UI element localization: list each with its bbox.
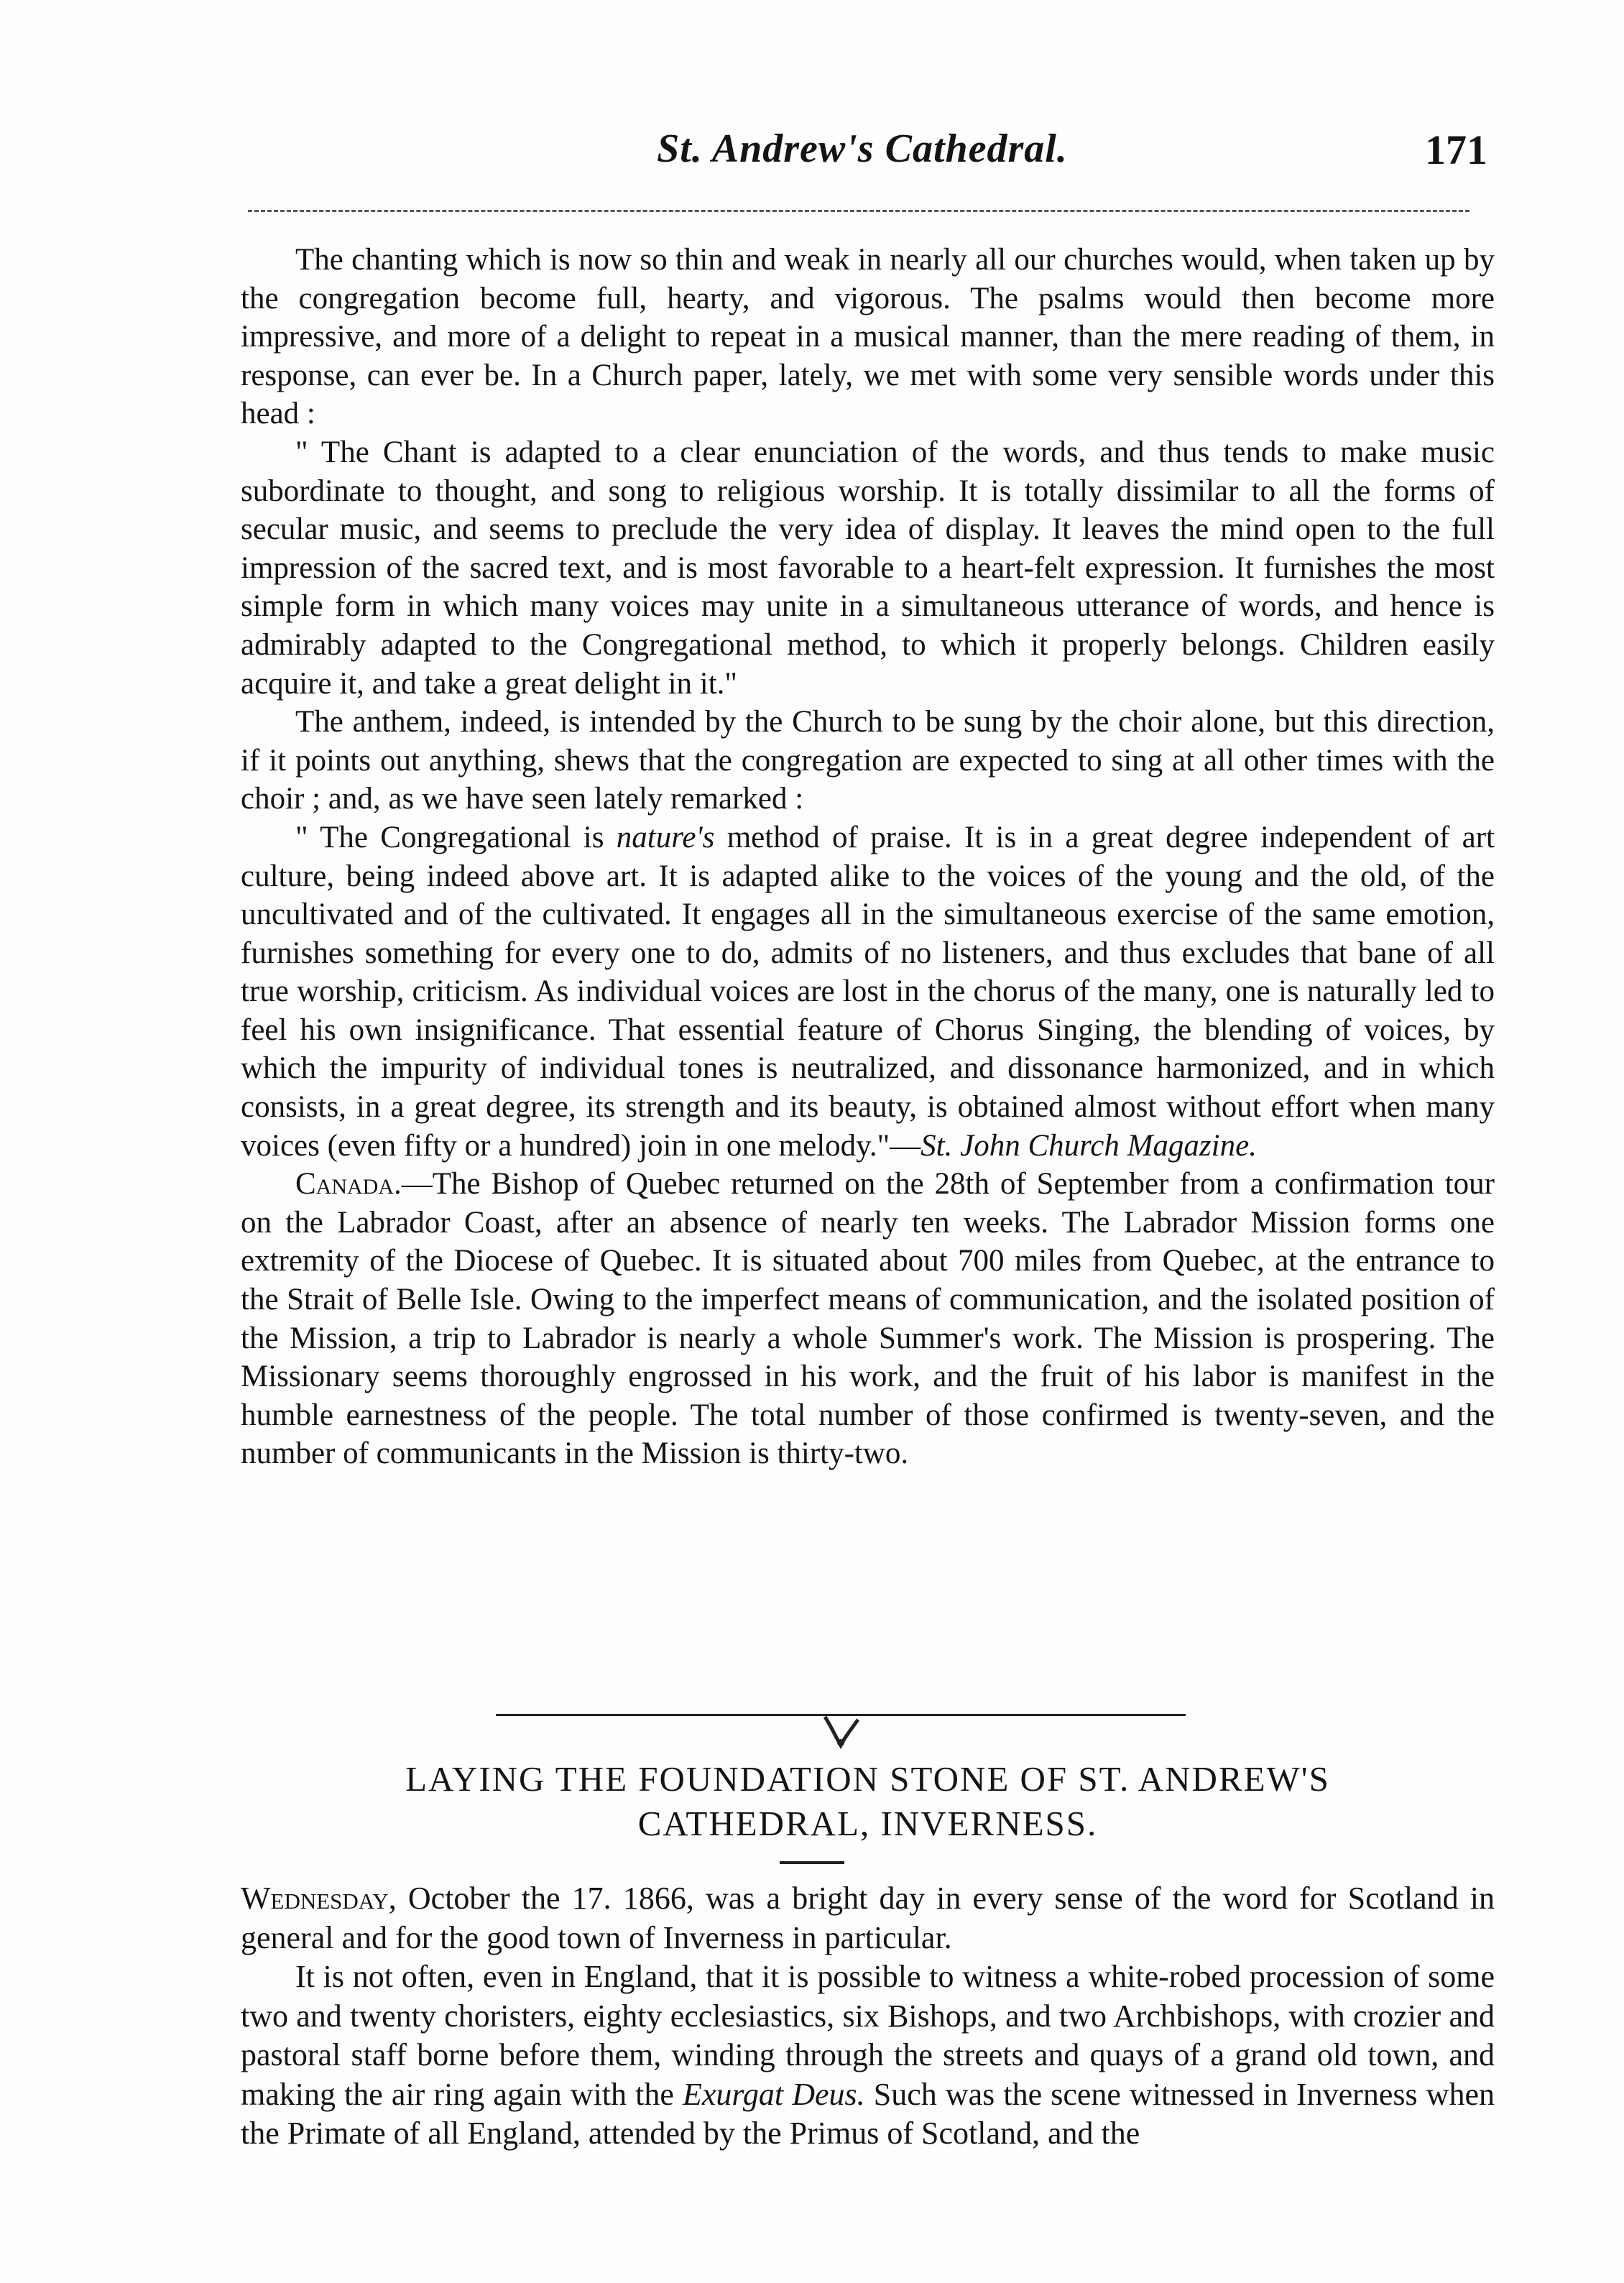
quote-emphasis: nature's [616, 820, 715, 854]
paragraph-anthem: The anthem, indeed, is intended by the Church to be sung by the choir alone, but this direction, if it points out anything, shews that the congregation are expected to sing at all other times with the choir ; and, as we have seen lately remarked : [241, 705, 1495, 816]
section-title-line1: LAYING THE FOUNDATION STONE OF ST. ANDREW'S [405, 1759, 1330, 1799]
section-title [241, 1757, 1495, 1846]
section-title-line2: CATHEDRAL, INVERNESS. [637, 1804, 1098, 1843]
article-p2-tail: Such was the scene witnessed in Inverness when the Primate of all England, attended by the Primus of Scotland, and the [241, 2076, 1495, 2151]
article-p2-text: It is not often, even in England, that it is possible to witness a white-robed procession of some two and twenty choristers, eighty ecclesiastics, six Bishops, and two Archbishops, with crozier and pastoral staff borne before them, winding through the streets and quays of a grand old town, and making the air ring again with the [241, 1959, 1495, 2112]
paragraph-chanting: The chanting which is now so thin and weak in nearly all our churches would, when taken up by the congregation become full, hearty, and vigorous. The psalms would then become more impressive, and more of a delight to repeat in a musical manner, than the mere reading of them, in response, can ever be. In a Church paper, lately, we met with some very sensible words under this head : [241, 243, 1495, 431]
article-p1-text: October the 17. 1866, was a bright day in every sense of the word for Scotland in general and for the good town of Inverness in particular. [241, 1881, 1495, 1955]
quote-source: St. John Church Magazine. [921, 1128, 1257, 1163]
canada-lead: Canada. [295, 1167, 402, 1202]
section-divider [496, 1707, 1186, 1750]
running-head [237, 126, 1487, 183]
paragraph-congregational-quote [241, 818, 1495, 1165]
article-paragraph-1 [241, 1879, 1495, 1957]
running-title: St. Andrew's Cathedral. [657, 126, 1068, 171]
title-underline [780, 1861, 844, 1864]
article-lead: Wednesday, [241, 1881, 397, 1916]
ornament-icon [819, 1714, 862, 1750]
quote-text-start: " The Congregational is [295, 820, 617, 854]
article-paragraph-2 [241, 1957, 1495, 2154]
quote-text-body: method of praise. It is in a great degree independent of art culture, being indeed above art. It is adapted alike to the voices of the young and the old, of the uncultivated and of the cultivated. It engages all in the simultaneous exercise of the same emotion, furnishes something for every one to do, admits of no listeners, and thus excludes that bane of all true worship, criticism. As individual voices are lost in the chorus of the many, one is naturally led to feel his own insignificance. That essential feature of Chorus Singing, the blending of voices, by which the impurity of individual tones is neutralized, and dissonance harmonized, and in which consists, in a great degree, its strength and its beauty, is obtained almost without effort when many voices (even fifty or a hundred) join in one melody."— [241, 820, 1495, 1163]
article-p2-emphasis: Exurgat Deus. [682, 2076, 865, 2112]
paragraph-canada [241, 1165, 1495, 1473]
canada-text: —The Bishop of Quebec returned on the 28th of September from a confirmation tour on the Labrador Coast, after an absence of nearly ten weeks. The Labrador Mission forms one extremity of the Diocese of Quebec. It is situated about 700 miles from Quebec, at the entrance to the Strait of Belle Isle. Owing to the imperfect means of communication, and the isolated position of the Mission, a trip to Labrador is nearly a whole Summer's work. The Mission is prospering. The Missionary seems thoroughly engrossed in his work, and the fruit of his labor is manifest in the humble earnestness of the people. The total number of those confirmed is twenty-seven, and the number of communicants in the Mission is thirty-two. [241, 1167, 1495, 1471]
article-text [241, 1879, 1495, 2154]
paragraph-chant-quote: " The Chant is adapted to a clear enunciation of the words, and thus tends to make music subordinate to thought, and song to religious worship. It is totally dissimilar to all the forms of secular music, and seems to preclude the very idea of display. It leaves the mind open to the full impression of the sacred text, and is most favorable to a heart-felt expression. It furnishes the most simple form in which many voices may unite in a simultaneous utterance of words, and hence is admirably adapted to the Congregational method, to which it properly belongs. Children easily acquire it, and take a great delight in it." [241, 435, 1495, 701]
page-number: 171 [1425, 126, 1487, 173]
header-rule [248, 210, 1470, 212]
body-text [241, 241, 1495, 1473]
